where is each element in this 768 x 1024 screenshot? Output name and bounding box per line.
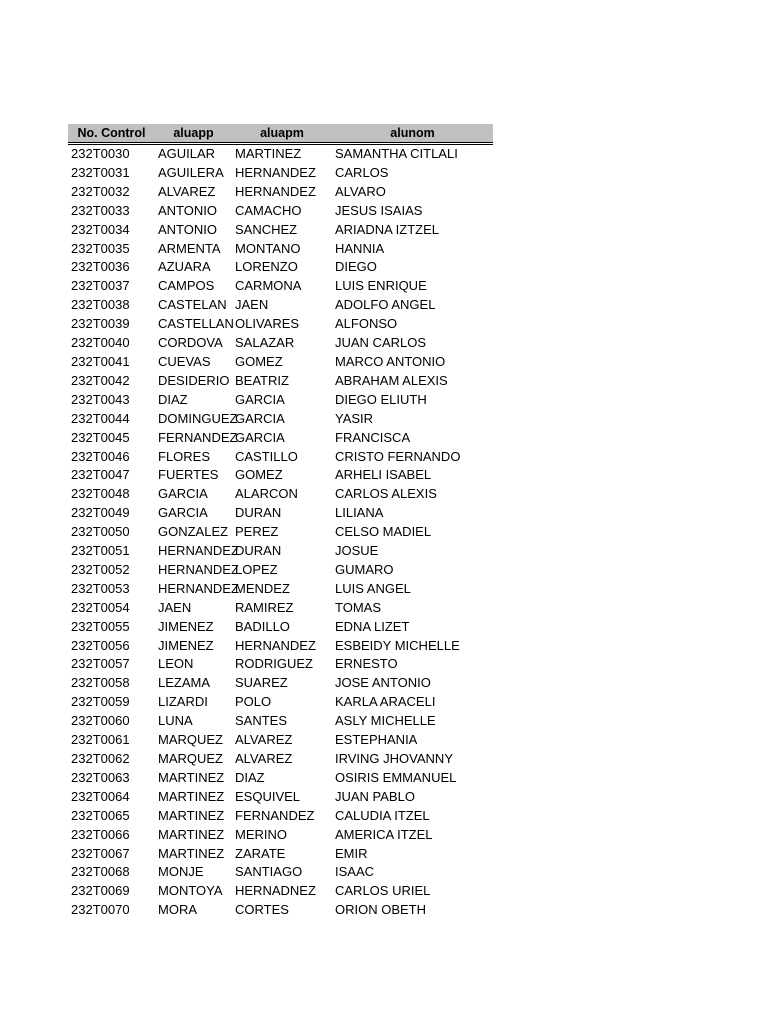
cell-alunom[interactable]: LUIS ANGEL bbox=[335, 580, 411, 596]
table-row bbox=[68, 485, 493, 504]
cell-aluapp[interactable]: CUEVAS bbox=[158, 353, 211, 369]
cell-no-control[interactable]: 232T0061 bbox=[71, 732, 130, 748]
table-row bbox=[68, 504, 493, 523]
cell-aluapp[interactable]: ALVAREZ bbox=[158, 183, 216, 199]
cell-aluapm[interactable]: FERNANDEZ bbox=[235, 807, 315, 823]
cell-aluapp[interactable]: LIZARDI bbox=[158, 694, 208, 710]
spreadsheet bbox=[68, 124, 493, 920]
cell-no-control[interactable]: 232T0050 bbox=[71, 524, 130, 540]
cell-no-control[interactable]: 232T0059 bbox=[71, 694, 130, 710]
cell-aluapp[interactable]: ANTONIO bbox=[158, 202, 217, 218]
cell-alunom[interactable]: CARLOS URIEL bbox=[335, 883, 431, 899]
cell-alunom[interactable]: TOMAS bbox=[335, 599, 381, 615]
table-row bbox=[68, 391, 493, 410]
cell-no-control[interactable]: 232T0035 bbox=[71, 240, 130, 256]
table-row bbox=[68, 353, 493, 372]
cell-aluapp[interactable]: MARQUEZ bbox=[158, 751, 223, 766]
table-row bbox=[68, 277, 493, 296]
table-row bbox=[68, 674, 493, 693]
cell-alunom[interactable]: ASLY MICHELLE bbox=[335, 713, 436, 729]
cell-aluapm[interactable]: HERNADNEZ bbox=[235, 883, 316, 899]
cell-aluapm[interactable]: DIAZ bbox=[235, 769, 265, 785]
table-row bbox=[68, 618, 493, 637]
cell-no-control[interactable]: 232T0055 bbox=[71, 618, 130, 634]
cell-no-control[interactable]: 232T0044 bbox=[71, 410, 130, 426]
cell-aluapp[interactable]: CASTELLAN bbox=[158, 316, 234, 332]
cell-alunom[interactable]: DIEGO bbox=[335, 259, 377, 275]
cell-aluapp[interactable]: LEZAMA bbox=[158, 675, 211, 691]
cell-alunom[interactable]: EMIR bbox=[335, 845, 368, 861]
cell-aluapm[interactable]: PEREZ bbox=[235, 524, 279, 540]
header-row bbox=[68, 124, 493, 144]
cell-aluapp[interactable]: CAMPOS bbox=[158, 278, 215, 294]
cell-aluapm[interactable]: CARMONA bbox=[235, 278, 302, 294]
cell-no-control[interactable]: 232T0058 bbox=[71, 675, 130, 691]
cell-alunom[interactable]: HANNIA bbox=[335, 240, 385, 256]
table-row bbox=[68, 334, 493, 353]
table-row bbox=[68, 523, 493, 542]
table-row bbox=[68, 731, 493, 750]
cell-alunom[interactable]: CARLOS bbox=[335, 164, 389, 180]
table-row bbox=[68, 542, 493, 561]
cell-alunom[interactable]: ISAAC bbox=[335, 864, 375, 880]
cell-alunom[interactable]: LILIANA bbox=[335, 505, 384, 521]
cell-alunom[interactable]: EDNA LIZET bbox=[335, 618, 410, 634]
cell-aluapm[interactable]: SANTIAGO bbox=[235, 864, 303, 880]
cell-no-control[interactable]: 232T0064 bbox=[71, 788, 130, 804]
cell-aluapp[interactable]: JIMENEZ bbox=[158, 618, 214, 634]
cell-alunom[interactable]: JOSUE bbox=[335, 543, 379, 559]
table-row bbox=[68, 901, 493, 920]
student-table bbox=[68, 124, 493, 920]
cell-aluapp[interactable]: MONTOYA bbox=[158, 883, 223, 899]
cell-no-control[interactable]: 232T0065 bbox=[71, 807, 130, 823]
cell-no-control[interactable]: 232T0057 bbox=[71, 656, 130, 672]
table-row bbox=[68, 258, 493, 277]
table-row bbox=[68, 882, 493, 901]
table-row bbox=[68, 221, 493, 240]
cell-no-control[interactable]: 232T0067 bbox=[71, 845, 130, 861]
cell-no-control[interactable]: 232T0032 bbox=[71, 183, 130, 199]
cell-aluapm[interactable]: LORENZO bbox=[235, 259, 298, 275]
cell-aluapm[interactable]: CAMACHO bbox=[235, 202, 302, 218]
cell-no-control[interactable]: 232T0049 bbox=[71, 505, 130, 521]
cell-aluapm[interactable]: JAEN bbox=[235, 297, 269, 313]
cell-aluapp[interactable]: HERNANDEZ bbox=[158, 543, 239, 559]
cell-no-control[interactable]: 232T0069 bbox=[71, 883, 130, 899]
cell-no-control[interactable]: 232T0066 bbox=[71, 826, 130, 842]
cell-no-control[interactable]: 232T0056 bbox=[71, 637, 130, 653]
cell-no-control[interactable]: 232T0033 bbox=[71, 202, 130, 218]
cell-aluapm[interactable]: ESQUIVEL bbox=[235, 788, 301, 804]
cell-aluapm[interactable]: MARTINEZ bbox=[235, 146, 302, 161]
cell-aluapp[interactable]: CASTELAN bbox=[158, 297, 227, 313]
cell-aluapm[interactable]: GOMEZ bbox=[235, 353, 283, 369]
cell-aluapm[interactable]: CORTES bbox=[235, 902, 289, 918]
cell-alunom[interactable]: ARHELI ISABEL bbox=[335, 467, 432, 483]
table-row bbox=[68, 788, 493, 807]
cell-aluapm[interactable]: ALARCON bbox=[235, 486, 298, 502]
cell-aluapm[interactable]: BEATRIZ bbox=[235, 372, 289, 388]
table-row bbox=[68, 183, 493, 202]
cell-no-control[interactable]: 232T0047 bbox=[71, 467, 130, 483]
table-row bbox=[68, 845, 493, 864]
cell-aluapm[interactable]: MERINO bbox=[235, 826, 287, 842]
cell-aluapm[interactable]: GARCIA bbox=[235, 391, 285, 407]
cell-alunom[interactable]: KARLA ARACELI bbox=[335, 694, 436, 710]
table-row bbox=[68, 466, 493, 485]
cell-aluapm[interactable]: SANTES bbox=[235, 713, 288, 729]
header-aluapm[interactable]: aluapm bbox=[232, 124, 332, 144]
cell-no-control[interactable]: 232T0038 bbox=[71, 297, 130, 313]
table-row bbox=[68, 750, 493, 769]
table-row bbox=[68, 372, 493, 391]
cell-aluapp[interactable]: FLORES bbox=[158, 448, 211, 464]
cell-aluapm[interactable]: SANCHEZ bbox=[235, 221, 298, 237]
cell-no-control[interactable]: 232T0060 bbox=[71, 713, 130, 729]
table-row bbox=[68, 448, 493, 467]
cell-no-control[interactable]: 232T0031 bbox=[71, 164, 130, 180]
table-row bbox=[68, 429, 493, 448]
cell-alunom[interactable]: ESTEPHANIA bbox=[335, 732, 418, 748]
cell-aluapm[interactable]: HERNANDEZ bbox=[235, 164, 316, 180]
cell-aluapp[interactable]: DIAZ bbox=[158, 391, 188, 407]
cell-aluapm[interactable]: GARCIA bbox=[235, 429, 285, 445]
cell-no-control[interactable]: 232T0042 bbox=[71, 372, 130, 388]
cell-aluapp[interactable]: MONJE bbox=[158, 864, 204, 880]
cell-alunom[interactable]: YASIR bbox=[335, 410, 374, 426]
cell-no-control[interactable]: 232T0051 bbox=[71, 543, 130, 559]
cell-no-control[interactable]: 232T0037 bbox=[71, 278, 130, 294]
cell-aluapp[interactable]: MARTINEZ bbox=[158, 769, 225, 785]
cell-alunom[interactable]: ORION OBETH bbox=[335, 902, 427, 918]
cell-no-control[interactable]: 232T0030 bbox=[71, 146, 130, 161]
cell-aluapm[interactable]: GARCIA bbox=[235, 410, 285, 426]
table-row bbox=[68, 315, 493, 334]
table-row bbox=[68, 561, 493, 580]
cell-aluapp[interactable]: MARQUEZ bbox=[158, 732, 223, 748]
cell-aluapp[interactable]: FERNANDEZ bbox=[158, 429, 238, 445]
cell-aluapp[interactable]: GARCIA bbox=[158, 486, 208, 502]
table-row bbox=[68, 769, 493, 788]
cell-alunom[interactable]: CARLOS ALEXIS bbox=[335, 486, 437, 502]
cell-aluapm[interactable]: ALVAREZ bbox=[235, 732, 293, 748]
cell-aluapm[interactable]: MENDEZ bbox=[235, 580, 290, 596]
cell-alunom[interactable]: DIEGO ELIUTH bbox=[335, 391, 427, 407]
cell-aluapp[interactable]: AGUILERA bbox=[158, 164, 224, 180]
table-row bbox=[68, 712, 493, 731]
cell-no-control[interactable]: 232T0040 bbox=[71, 335, 130, 351]
cell-aluapm[interactable]: HERNANDEZ bbox=[235, 637, 316, 653]
cell-aluapp[interactable]: DOMINGUEZ bbox=[158, 410, 238, 426]
table-row bbox=[68, 144, 493, 164]
cell-alunom[interactable]: CALUDIA ITZEL bbox=[335, 807, 430, 823]
cell-aluapp[interactable]: MARTINEZ bbox=[158, 845, 225, 861]
cell-aluapm[interactable]: DURAN bbox=[235, 543, 282, 559]
cell-alunom[interactable]: ERNESTO bbox=[335, 656, 398, 672]
cell-aluapm[interactable]: SUAREZ bbox=[235, 675, 288, 691]
cell-aluapm[interactable]: POLO bbox=[235, 694, 272, 710]
cell-aluapp[interactable]: MARTINEZ bbox=[158, 807, 225, 823]
cell-no-control[interactable]: 232T0070 bbox=[71, 902, 130, 918]
cell-aluapp[interactable]: HERNANDEZ bbox=[158, 580, 239, 596]
cell-alunom[interactable]: MARCO ANTONIO bbox=[335, 353, 446, 369]
cell-aluapm[interactable]: ZARATE bbox=[235, 845, 286, 861]
cell-alunom[interactable]: FRANCISCA bbox=[335, 429, 411, 445]
cell-no-control[interactable]: 232T0063 bbox=[71, 769, 130, 785]
cell-no-control[interactable]: 232T0034 bbox=[71, 221, 130, 237]
table-row bbox=[68, 863, 493, 882]
cell-alunom[interactable]: ALFONSO bbox=[335, 316, 398, 332]
cell-alunom[interactable]: JOSE ANTONIO bbox=[335, 675, 431, 691]
cell-no-control[interactable]: 232T0036 bbox=[71, 259, 130, 275]
table-row bbox=[68, 637, 493, 656]
header-no-control[interactable]: No. Control bbox=[68, 124, 155, 144]
cell-alunom[interactable]: ARIADNA IZTZEL bbox=[335, 221, 440, 237]
table-row bbox=[68, 410, 493, 429]
cell-aluapp[interactable]: ARMENTA bbox=[158, 240, 221, 256]
header-alunom[interactable]: alunom bbox=[332, 124, 493, 144]
cell-aluapm[interactable]: SALAZAR bbox=[235, 335, 295, 351]
cell-alunom[interactable]: ABRAHAM ALEXIS bbox=[335, 372, 448, 388]
table-row bbox=[68, 580, 493, 599]
cell-alunom[interactable]: OSIRIS EMMANUEL bbox=[335, 769, 457, 785]
table-row bbox=[68, 655, 493, 674]
cell-aluapm[interactable]: BADILLO bbox=[235, 618, 290, 634]
cell-alunom[interactable]: CELSO MADIEL bbox=[335, 524, 432, 540]
cell-aluapm[interactable]: MONTANO bbox=[235, 240, 301, 256]
cell-aluapm[interactable]: HERNANDEZ bbox=[235, 183, 316, 199]
table-header bbox=[68, 124, 493, 144]
cell-alunom[interactable]: GUMARO bbox=[335, 561, 394, 577]
cell-aluapp[interactable]: JIMENEZ bbox=[158, 637, 214, 653]
cell-aluapm[interactable]: RAMIREZ bbox=[235, 599, 294, 615]
cell-aluapm[interactable]: ALVAREZ bbox=[235, 751, 293, 766]
cell-aluapp[interactable]: JAEN bbox=[158, 599, 192, 615]
cell-aluapp[interactable]: GONZALEZ bbox=[158, 524, 229, 540]
table-row bbox=[68, 826, 493, 845]
table-row bbox=[68, 807, 493, 826]
cell-alunom[interactable]: ADOLFO ANGEL bbox=[335, 297, 436, 313]
cell-aluapp[interactable]: AGUILAR bbox=[158, 146, 216, 161]
cell-aluapp[interactable]: GARCIA bbox=[158, 505, 208, 521]
table-body bbox=[68, 144, 493, 921]
cell-aluapp[interactable]: LEON bbox=[158, 656, 194, 672]
cell-aluapm[interactable]: DURAN bbox=[235, 505, 282, 521]
cell-aluapp[interactable]: LUNA bbox=[158, 713, 193, 729]
cell-no-control[interactable]: 232T0043 bbox=[71, 391, 130, 407]
cell-alunom[interactable]: JESUS ISAIAS bbox=[335, 202, 423, 218]
cell-aluapp[interactable]: FUERTES bbox=[158, 467, 219, 483]
cell-no-control[interactable]: 232T0039 bbox=[71, 316, 130, 332]
cell-no-control[interactable]: 232T0041 bbox=[71, 353, 130, 369]
cell-aluapp[interactable]: AZUARA bbox=[158, 259, 211, 275]
cell-alunom[interactable]: AMERICA ITZEL bbox=[335, 826, 433, 842]
cell-aluapm[interactable]: GOMEZ bbox=[235, 467, 283, 483]
cell-no-control[interactable]: 232T0062 bbox=[71, 751, 130, 766]
cell-no-control[interactable]: 232T0068 bbox=[71, 864, 130, 880]
cell-aluapm[interactable]: CASTILLO bbox=[235, 448, 298, 464]
table-row bbox=[68, 164, 493, 183]
cell-aluapp[interactable]: CORDOVA bbox=[158, 335, 223, 351]
table-row bbox=[68, 202, 493, 221]
cell-aluapp[interactable]: ANTONIO bbox=[158, 221, 217, 237]
cell-alunom[interactable]: ALVARO bbox=[335, 183, 386, 199]
table-row bbox=[68, 599, 493, 618]
cell-alunom[interactable]: IRVING JHOVANNY bbox=[335, 751, 453, 766]
cell-alunom[interactable]: ESBEIDY MICHELLE bbox=[335, 637, 460, 653]
cell-no-control[interactable]: 232T0045 bbox=[71, 429, 130, 445]
cell-alunom[interactable]: JUAN CARLOS bbox=[335, 335, 427, 351]
table-row bbox=[68, 240, 493, 259]
cell-aluapp[interactable]: DESIDERIO bbox=[158, 372, 230, 388]
cell-aluapp[interactable]: MORA bbox=[158, 902, 197, 918]
cell-no-control[interactable]: 232T0054 bbox=[71, 599, 130, 615]
cell-no-control[interactable]: 232T0048 bbox=[71, 486, 130, 502]
cell-alunom[interactable]: CRISTO FERNANDO bbox=[335, 448, 461, 464]
cell-no-control[interactable]: 232T0053 bbox=[71, 580, 130, 596]
cell-aluapm[interactable]: LOPEZ bbox=[235, 561, 278, 577]
header-aluapp[interactable]: aluapp bbox=[155, 124, 232, 144]
cell-aluapp[interactable]: MARTINEZ bbox=[158, 788, 225, 804]
table-row bbox=[68, 296, 493, 315]
cell-alunom[interactable]: SAMANTHA CITLALI bbox=[335, 146, 458, 161]
cell-aluapp[interactable]: MARTINEZ bbox=[158, 826, 225, 842]
cell-aluapm[interactable]: RODRIGUEZ bbox=[235, 656, 313, 672]
cell-no-control[interactable]: 232T0052 bbox=[71, 561, 130, 577]
cell-aluapp[interactable]: HERNANDEZ bbox=[158, 561, 239, 577]
table-row bbox=[68, 693, 493, 712]
cell-alunom[interactable]: JUAN PABLO bbox=[335, 788, 415, 804]
cell-no-control[interactable]: 232T0046 bbox=[71, 448, 130, 464]
cell-aluapm[interactable]: OLIVARES bbox=[235, 316, 300, 332]
cell-alunom[interactable]: LUIS ENRIQUE bbox=[335, 278, 427, 294]
